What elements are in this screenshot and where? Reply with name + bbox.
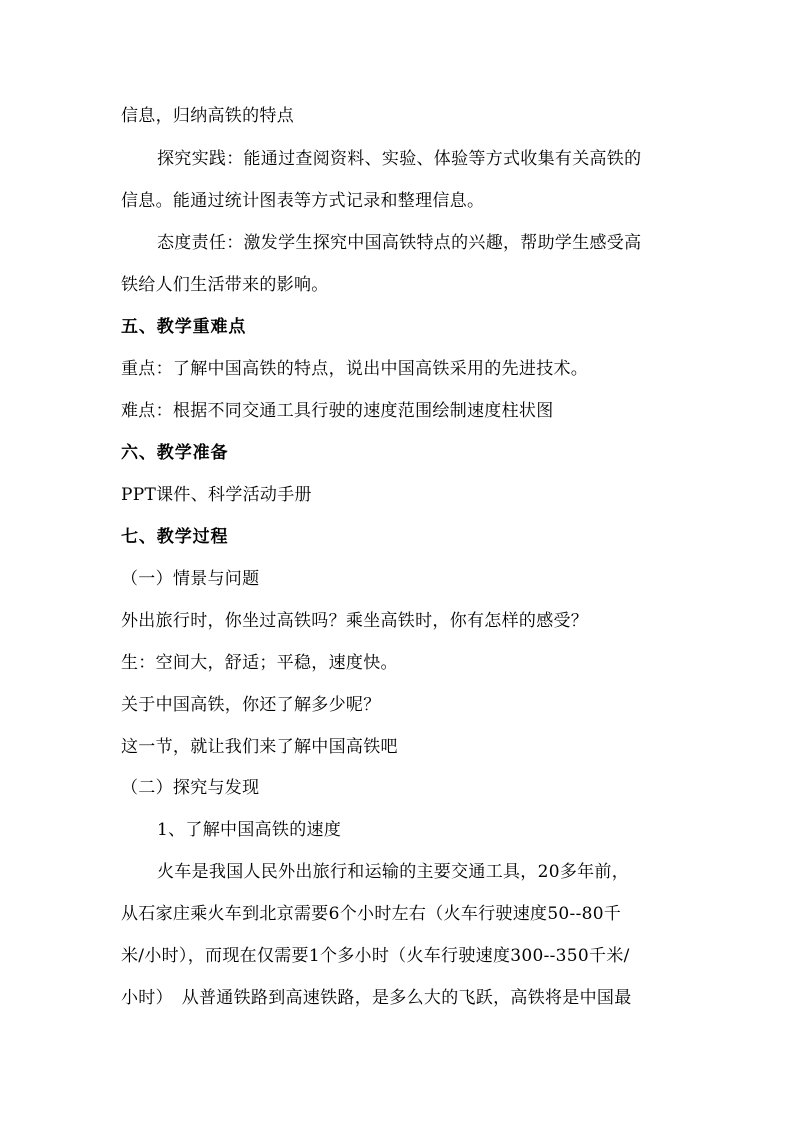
paragraph-line: 生：空间大，舒适；平稳，速度快。 <box>121 653 398 673</box>
paragraph-line: 关于中国高铁，你还了解多少呢？ <box>121 695 381 715</box>
paragraph-line: 重点：了解中国高铁的特点，说出中国高铁采用的先进技术。 <box>121 359 589 379</box>
paragraph-line: 态度责任：激发学生探究中国高铁特点的兴趣，帮助学生感受高 <box>157 233 642 253</box>
paragraph-line: 外出旅行时，你坐过高铁吗？乘坐高铁时，你有怎样的感受？ <box>121 611 589 631</box>
paragraph-line: 从石家庄乘火车到北京需要6个小时左右（火车行驶速度50--80千 <box>121 904 622 924</box>
paragraph-line: 1、了解中国高铁的速度 <box>157 820 342 840</box>
paragraph-line: 火车是我国人民外出旅行和运输的主要交通工具，20多年前， <box>157 862 630 882</box>
paragraph-line: PPT课件、科学活动手册 <box>121 485 312 505</box>
paragraph-line: 信息，归纳高铁的特点 <box>121 106 294 126</box>
paragraph-line: 米/小时），而现在仅需要1个多小时（火车行驶速度300--350千米/ <box>121 946 630 966</box>
paragraph-line: 铁给人们生活带来的影响。 <box>121 275 329 295</box>
paragraph-line: 难点：根据不同交通工具行驶的速度范围绘制速度柱状图 <box>121 401 554 421</box>
paragraph-line: 小时） 从普通铁路到高速铁路，是多么大的飞跃，高铁将是中国最 <box>121 988 632 1008</box>
section-heading: 六、教学准备 <box>121 443 229 463</box>
section-heading: 五、教学重难点 <box>121 317 247 337</box>
subsection-heading: （二）探究与发现 <box>121 778 260 798</box>
paragraph-line: 探究实践：能通过查阅资料、实验、体验等方式收集有关高铁的 <box>157 149 642 169</box>
section-heading: 七、教学过程 <box>121 527 229 547</box>
paragraph-line: 信息。能通过统计图表等方式记录和整理信息。 <box>121 191 485 211</box>
subsection-heading: （一）情景与问题 <box>121 569 260 589</box>
paragraph-line: 这一节，就让我们来了解中国高铁吧 <box>121 737 398 757</box>
